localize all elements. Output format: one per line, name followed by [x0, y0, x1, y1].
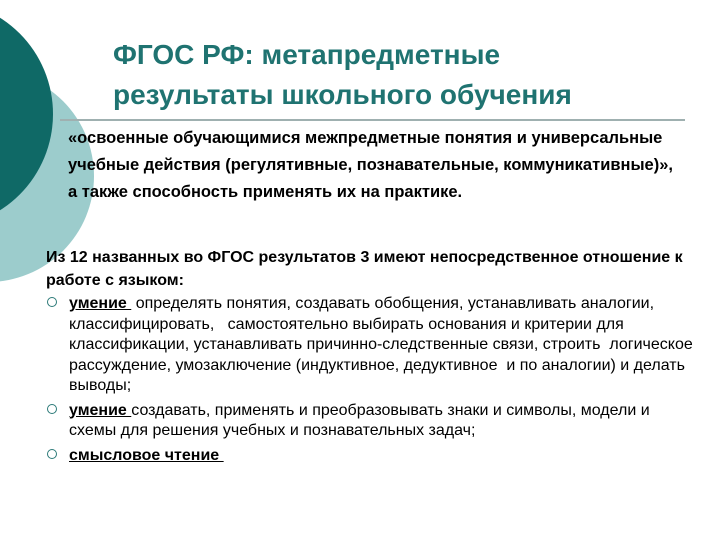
title-line-2: результаты школьного обучения — [113, 79, 572, 110]
quote-text: «освоенные обучающимися межпредметные понятия и универсальные учебные действия (регулятивные, познавательные, коммуникативные)», а также способность применять их на практике. — [68, 129, 673, 201]
list-item — [46, 401, 696, 442]
list-item-text: определять понятия, создавать обобщения, устанавливать аналогии, классифицировать, самостоятельно выбирать основания и критерии для классификации, устанавливать причинно-следственные связи, строить логическое рассуждение, умозаключение (индуктивное, дедуктивное и по аналогии) и делать выводы; — [69, 295, 698, 394]
list-item — [46, 446, 696, 467]
list-item-term: умение — [69, 401, 132, 419]
list-item-term: умение — [69, 295, 132, 312]
list-item-text: создавать, применять и преобразовывать знаки и символы, модели и схемы для решения учебных и познавательных задач; — [69, 401, 655, 439]
bullet-circle-icon — [47, 297, 57, 307]
list-item-term: смысловое чтение — [69, 446, 224, 464]
list-item — [46, 294, 696, 397]
title-line-1: ФГОС РФ: метапредметные — [113, 39, 501, 70]
slide-title — [113, 35, 703, 115]
bullet-circle-icon — [47, 449, 57, 459]
title-divider — [60, 119, 685, 121]
intro-text: Из 12 названных во ФГОС результатов 3 имеют непосредственное отношение к работе с языком: — [46, 249, 683, 289]
result-list — [46, 294, 696, 470]
bullet-circle-icon — [47, 404, 57, 414]
